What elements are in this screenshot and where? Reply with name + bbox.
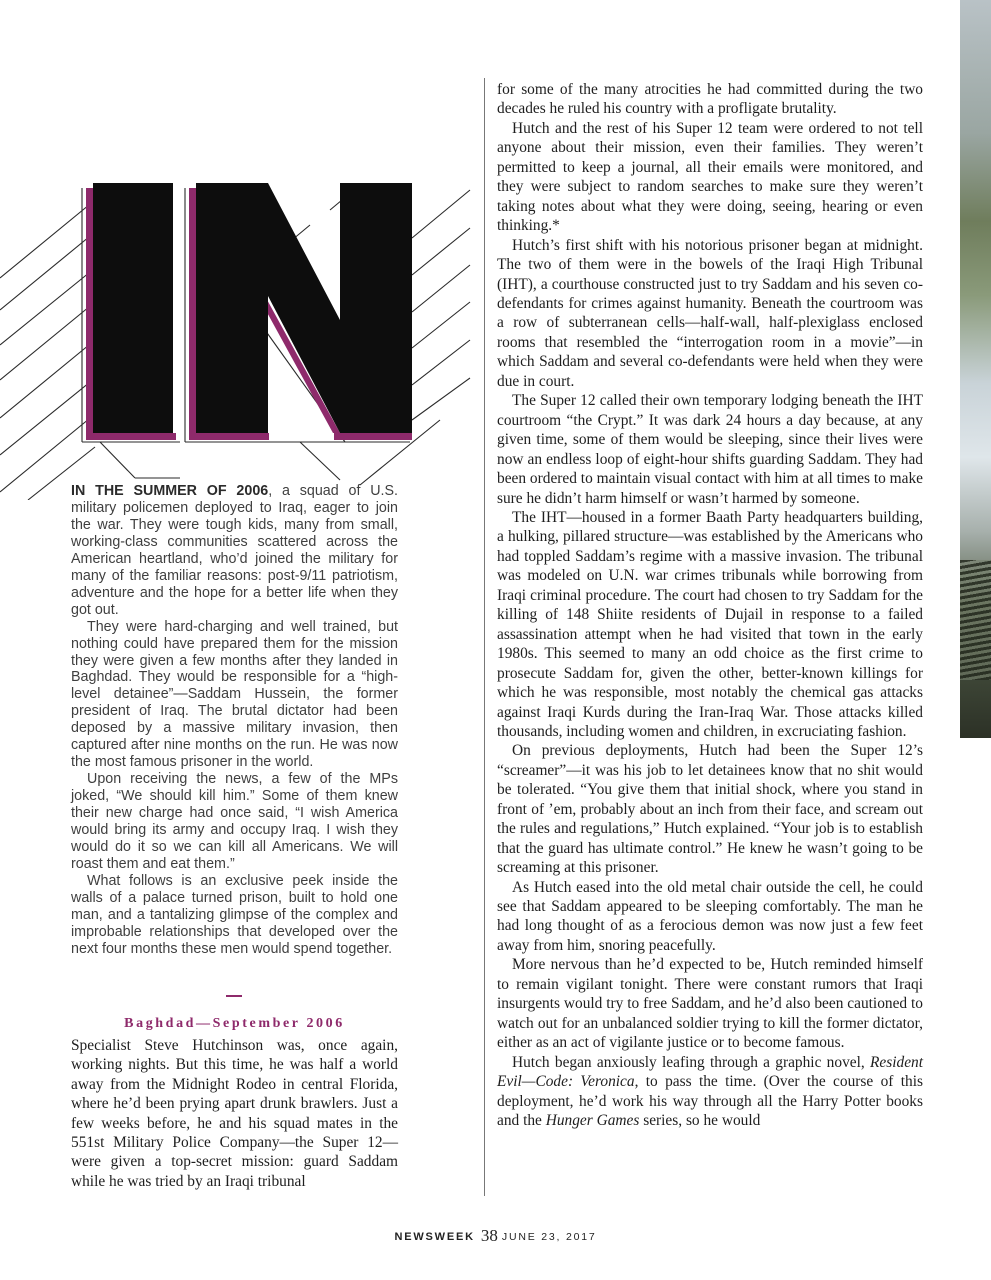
body-paragraph: The Super 12 called their own temporary lodging beneath the IHT courtroom “the Crypt.” It was dark 24 hours a day because, at any given time, some of them would be sleeping, since their lives were now an endless loop of eight-hour shifts guarding Saddam. They had been ordered to maintain visual contact with him at all times to make sure he didn’t harm himself or wasn’t harmed by someone. bbox=[497, 392, 923, 507]
column-rule bbox=[484, 78, 485, 1196]
body-paragraph: Specialist Steve Hutchinson was, once again, working nights. But this time, he was half a world away from the Midnight Rodeo in central Florida, where he’d been prying apart drunk brawlers. Just a few weeks before, he and his squad mates in the 551st Military Police Company—the Super 12—were given a top-secret mission: guard Saddam while he was tried by an Iraqi tribunal bbox=[71, 1037, 398, 1190]
intro-paragraph: What follows is an exclusive peek inside the walls of a palace turned prison, built to hold one man, and a tantalizing glimpse of the complex and improbable relationships that developed over the next four months these men would spend together. bbox=[71, 872, 398, 957]
intro-paragraph: They were hard-charging and well trained, but nothing could have prepared them for the mission they were given a few months after they landed in Baghdad. They would be responsible for a “high-level detainee”—Saddam Hussein, the former president of Iraq. The brutal dictator had been deposed by a massive military invasion, then captured after nine months on the run. He was now the most famous prisoner in the world. bbox=[71, 618, 398, 771]
intro-deck bbox=[71, 483, 398, 958]
headline-graphic bbox=[0, 0, 480, 500]
book-title: Hunger Games bbox=[545, 1112, 640, 1130]
body-paragraph: More nervous than he’d expected to be, Hutch reminded himself to remain vigilant tonight. There were constant rumors that Iraqi insurgents would try to free Saddam, and he’d also been cautioned to watch out for an unbalanced soldier trying to kill the former dictator, either as an act of vigilante justice or to become famous. bbox=[497, 956, 923, 1052]
body-text: series, so he would bbox=[639, 1112, 761, 1130]
intro-paragraph bbox=[71, 483, 398, 619]
dateline: Baghdad—September 2006 bbox=[124, 1016, 345, 1031]
body-text: , to pass the time. (Over the course of this deployment, he’d work his way through all the Harry Potter books and the bbox=[497, 1073, 923, 1130]
section-divider bbox=[226, 995, 242, 997]
headline-lines bbox=[0, 0, 480, 500]
book-title: Resident Evil—Code: Veronica bbox=[497, 1053, 923, 1091]
body-paragraph: Hutch’s first shift with his notorious prisoner began at midnight. The two of them were in the bowels of the Iraqi High Tribunal (IHT), a courthouse constructed just to try Saddam and his seven co-defendants for crimes against humanity. Beneath the courtroom was a row of subterranean cells—half-wall, half-plexiglass enclosed rooms that resembled the “interrogation room in a movie”—in which Saddam and several co-defendants were held when they were due in court. bbox=[497, 236, 923, 390]
magazine-name: NEWSWEEK bbox=[394, 1231, 475, 1243]
lead-in: IN THE SUMMER OF 2006 bbox=[71, 483, 269, 499]
page-number: 38 bbox=[480, 1226, 498, 1245]
body-paragraph: for some of the many atrocities he had committed during the two decades he ruled his country with a profligate brutality. bbox=[497, 81, 923, 118]
page-footer bbox=[0, 1226, 991, 1246]
body-paragraph bbox=[497, 1053, 923, 1131]
body-paragraph: Hutch and the rest of his Super 12 team were ordered to not tell anyone about their mission, even their families. They weren’t permitted to keep a journal, all their emails were monitored, and they were subject to random searches to make sure they weren’t taking notes about what they were doing, seeing, hearing or even thinking.* bbox=[497, 119, 923, 235]
body-column-right bbox=[497, 80, 923, 1130]
issue-date: JUNE 23, 2017 bbox=[501, 1231, 597, 1243]
body-paragraph: The IHT—housed in a former Baath Party headquarters building, a hulking, pillared structure—was established by the Americans who had toppled Saddam’s regime with a massive invasion. The tribunal was modeled on U.N. war crimes tribunals while borrowing from Iraqi criminal procedure. The court had chosen to try Saddam for the killing of 148 Shiite residents of Dujail in response to a failed assassination attempt when he had visited that town in the early 1980s. This seemed to many an odd choice as the first crime to prosecute Saddam for, given the other, better-known killings for which he was responsible, most notably the chemical gas attacks against Iraqi Kurds during the Iran-Iraq War. Those attacks killed thousands, including women and children, in excruciating fashion. bbox=[497, 508, 923, 740]
photo-strip bbox=[960, 0, 991, 738]
body-text: Hutch began anxiously leafing through a graphic novel, bbox=[512, 1053, 870, 1071]
intro-paragraph: Upon receiving the news, a few of the MPs joked, “We should kill him.” Some of them knew their new charge had once said, “I wish America would bring its army and occupy Iraq. I wish they would do it so we can kill all Americans. We will roast them and eat them.” bbox=[71, 771, 398, 872]
body-paragraph: As Hutch eased into the old metal chair outside the cell, he could see that Saddam appeared to be sleeping comfortably. The man he had long thought of as a ferocious demon was now just a few feet away from him, snoring peacefully. bbox=[497, 878, 923, 954]
intro-text: , a squad of U.S. military policemen deployed to Iraq, eager to join the war. They were tough kids, many from small, working-class communities scattered across the American heartland, who’d joined the military for many of the familiar reasons: post-9/11 patriotism, adventure and the hope for a better life when they got out. bbox=[71, 483, 399, 618]
body-column-left bbox=[71, 1036, 398, 1191]
body-paragraph: On previous deployments, Hutch had been the Super 12’s “screamer”—it was his job to let detainees know that no shit would be tolerated. “You give them that initial shock, where you stand in front of ’em, probably about an inch from their face, and scream out the rules and regulations,” Hutch explained. “Your job is to establish that the guard has ultimate control.” He knew he wasn’t going to be screaming at this prisoner. bbox=[497, 742, 923, 877]
